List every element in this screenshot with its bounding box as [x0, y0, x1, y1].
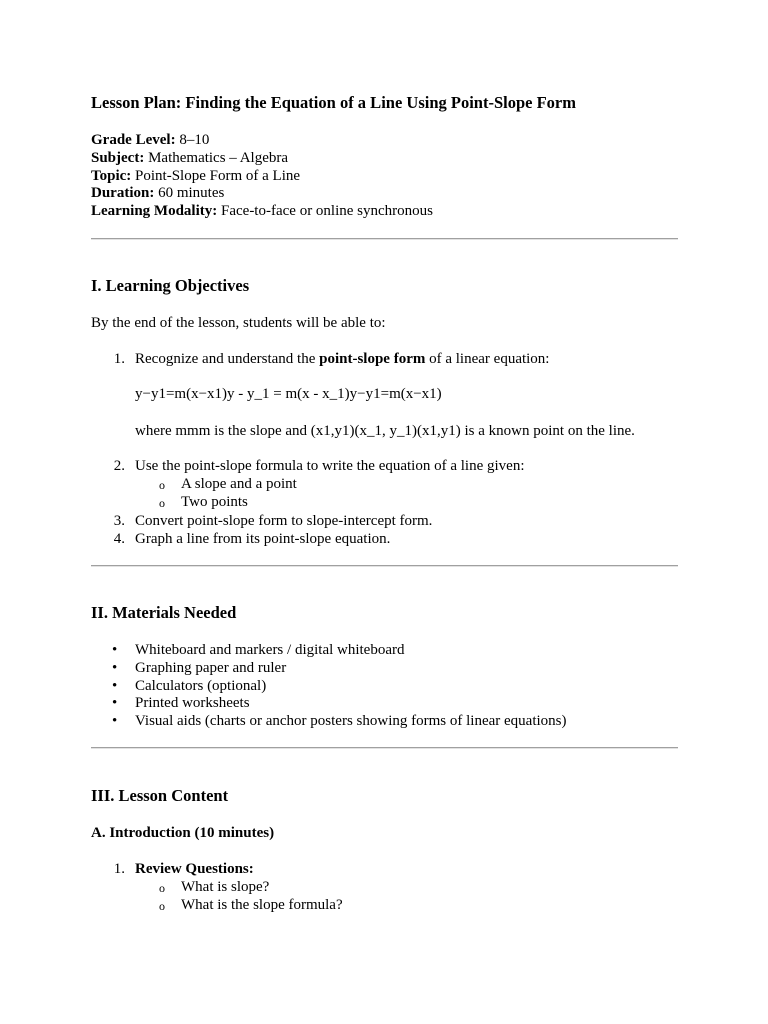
horizontal-rule [91, 565, 678, 567]
subsection-heading-introduction: A. Introduction (10 minutes) [91, 825, 275, 841]
sub-bullet-glyph: o [159, 478, 165, 492]
meta-label: Learning Modality: [91, 203, 218, 219]
bullet-glyph: • [112, 695, 118, 711]
materials-item: Graphing paper and ruler [135, 660, 287, 676]
list-number: 1. [113, 861, 125, 877]
section-heading-lesson-content: III. Lesson Content [91, 786, 229, 805]
review-questions-text: Review Questions: [135, 861, 254, 877]
meta-value: 60 minutes [158, 185, 225, 201]
meta-duration [91, 184, 224, 202]
materials-item: Calculators (optional) [135, 678, 267, 694]
objective-item-2: Use the point-slope formula to write the equation of a line given: [135, 458, 525, 474]
meta-value: 8–10 [179, 132, 210, 148]
review-questions-label [135, 860, 254, 878]
bullet-glyph: • [112, 678, 118, 694]
document-title: Lesson Plan: Finding the Equation of a Line Using Point-Slope Form [91, 93, 576, 112]
materials-item: Visual aids (charts or anchor posters showing forms of linear equations) [135, 713, 567, 729]
list-number: 3. [113, 513, 125, 529]
horizontal-rule [91, 747, 678, 749]
meta-learning-modality [91, 202, 433, 220]
objectives-intro: By the end of the lesson, students will be able to: [91, 315, 386, 331]
sub-bullet-glyph: o [159, 496, 165, 510]
objective-item-3: Convert point-slope form to slope-intercept form. [135, 513, 433, 529]
meta-label: Topic: [91, 168, 132, 184]
objective-item-4: Graph a line from its point-slope equation. [135, 531, 391, 547]
horizontal-rule [91, 238, 678, 240]
objective-text: of a linear equation: [425, 351, 550, 367]
meta-label: Grade Level: [91, 132, 176, 148]
formula-line: y−y1=m(x−x1)y - y_1 = m(x - x_1)y−y1=m(x−x1) [135, 386, 442, 402]
bullet-glyph: • [112, 713, 118, 729]
bullet-glyph: • [112, 642, 118, 658]
list-number: 2. [113, 458, 125, 474]
list-number: 1. [113, 351, 125, 367]
meta-value: Mathematics – Algebra [148, 150, 289, 166]
objective-sub-item: Two points [181, 494, 248, 510]
sub-bullet-glyph: o [159, 899, 165, 913]
meta-value: Point-Slope Form of a Line [135, 168, 301, 184]
section-heading-materials: II. Materials Needed [91, 603, 237, 622]
sub-bullet-glyph: o [159, 881, 165, 895]
objective-item-1 [135, 350, 549, 368]
meta-subject [91, 149, 288, 167]
bullet-glyph: • [112, 660, 118, 676]
section-heading-objectives: I. Learning Objectives [91, 276, 250, 295]
review-question: What is slope? [181, 879, 270, 895]
meta-label: Duration: [91, 185, 155, 201]
review-question: What is the slope formula? [181, 897, 343, 913]
meta-grade-level [91, 131, 209, 149]
meta-topic [91, 167, 300, 185]
materials-item: Whiteboard and markers / digital whiteboard [135, 642, 405, 658]
materials-item: Printed worksheets [135, 695, 250, 711]
meta-value: Face-to-face or online synchronous [221, 203, 434, 219]
objective-bold-term: point-slope form [319, 351, 426, 367]
meta-label: Subject: [91, 150, 145, 166]
list-number: 4. [113, 531, 125, 547]
objective-sub-item: A slope and a point [181, 476, 297, 492]
formula-explanation: where mmm is the slope and (x1,y1)(x_1, y_1)(x1,y1) is a known point on the line. [135, 423, 635, 439]
objective-text: Recognize and understand the [135, 351, 320, 367]
